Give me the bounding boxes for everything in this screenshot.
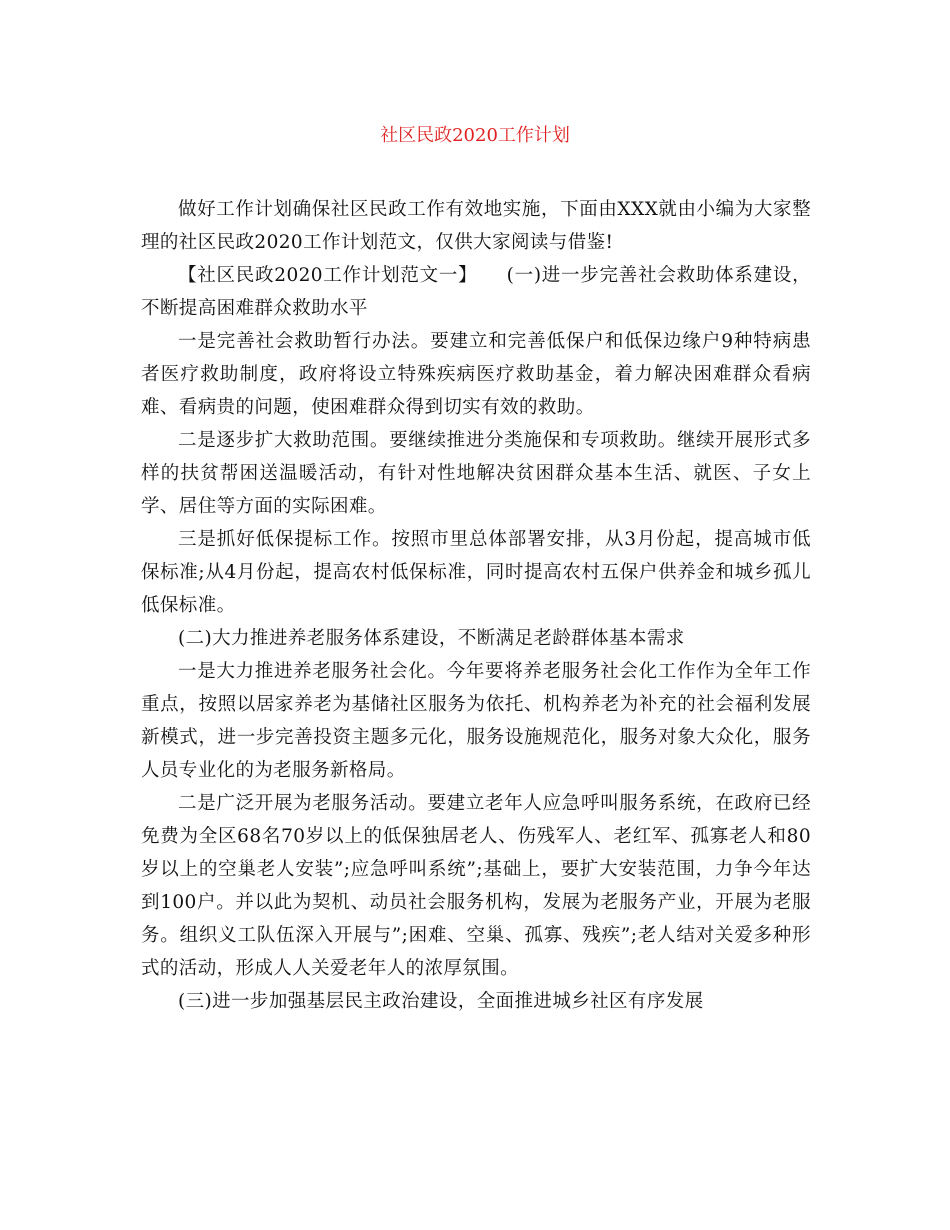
- document-title: 社区民政2020工作计划: [380, 125, 570, 146]
- paragraph-item-one: 一是完善社会救助暂行办法。要建立和完善低保户和低保边缘户9种特病患者医疗救助制度，政府将设立特殊疾病医疗救助基金，着力解决困难群众看病难、看病贵的问题，使困难群众得到切实有效的救助。: [141, 331, 811, 418]
- paragraph-section-one-heading: 【社区民政2020工作计划范文一】 (一)进一步完善社会救助体系建设，不断提高困难群众救助水平: [141, 265, 811, 319]
- paragraph-item-two: 二是逐步扩大救助范围。要继续推进分类施保和专项救助。继续开展形式多样的扶贫帮困送温暖活动，有针对性地解决贫困群众基本生活、就医、子女上学、居住等方面的实际困难。: [141, 430, 811, 517]
- paragraph-elderly-item-two: 二是广泛开展为老服务活动。要建立老年人应急呼叫服务系统，在政府已经免费为全区68名70岁以上的低保独居老人、伤残军人、老红军、孤寡老人和80岁以上的空巢老人安装”;应急呼叫系统”;基础上，要扩大安装范围，力争今年达到100户。并以此为契机、动员社会服务机构，发展为老服务产业，开展为老服务。组织义工队伍深入开展与”;困难、空巢、孤寡、残疾”;老人结对关爱多种形式的活动，形成人人关爱老年人的浓厚氛围。: [141, 793, 811, 979]
- paragraph-section-two-heading: (二)大力推进养老服务体系建设，不断满足老龄群体基本需求: [178, 628, 685, 649]
- paragraph-section-three-heading: (三)进一步加强基层民主政治建设，全面推进城乡社区有序发展: [178, 991, 704, 1012]
- paragraph-elderly-item-one: 一是大力推进养老服务社会化。今年要将养老服务社会化工作作为全年工作重点，按照以居家养老为基储社区服务为依托、机构养老为补充的社会福利发展新模式，进一步完善投资主题多元化，服务设施规范化，服务对象大众化，服务人员专业化的为老服务新格局。: [141, 661, 811, 781]
- paragraph-intro: 做好工作计划确保社区民政工作有效地实施，下面由XXX就由小编为大家整理的社区民政2020工作计划范文，仅供大家阅读与借鉴!: [141, 199, 811, 253]
- document-body: [141, 193, 811, 1018]
- paragraph-item-three: 三是抓好低保提标工作。按照市里总体部署安排，从3月份起，提高城市低保标准;从4月份起，提高农村低保标准，同时提高农村五保户供养金和城乡孤儿低保标准。: [141, 529, 811, 616]
